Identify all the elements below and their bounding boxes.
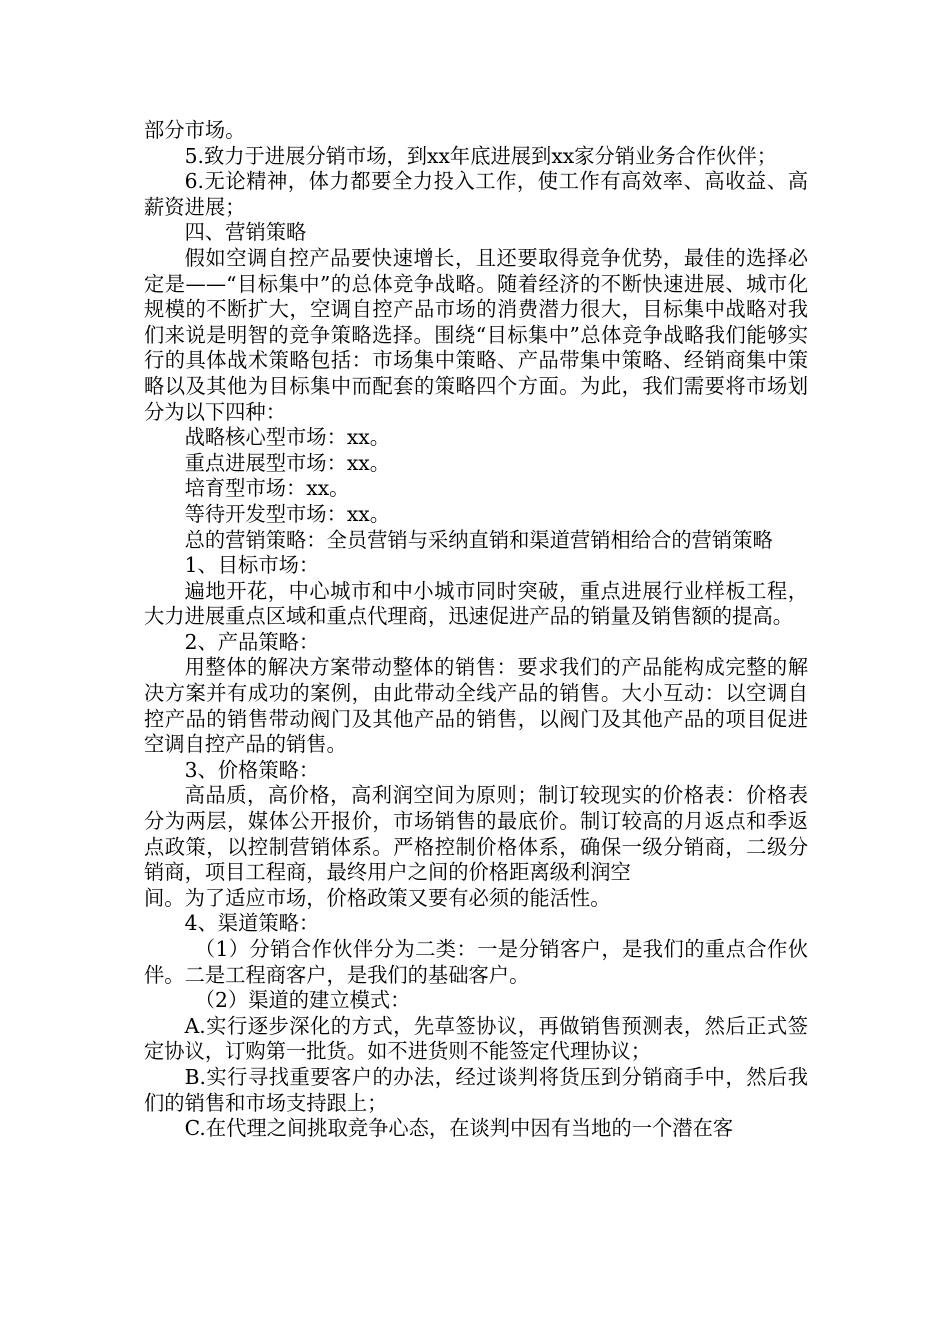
list-item: 重点进展型市场：xx。 <box>184 450 391 475</box>
paragraph: （1）分销合作伙伴分为二类：一是分销客户，是我们的重点合作伙伴。二是工程商客户，是我们的基础客户。 <box>144 937 808 987</box>
subheading: 2、产品策略： <box>184 629 320 654</box>
paragraph: 6.无论精神，体力都要全力投入工作，使工作有高效率、高收益、高薪资进展； <box>144 169 808 219</box>
section-heading: 四、营销策略 <box>184 220 307 245</box>
paragraph: 5.致力于进展分销市场，到xx年底进展到xx家分销业务合作伙伴； <box>184 143 778 168</box>
list-item: 培育型市场：xx。 <box>184 476 350 501</box>
paragraph: B.实行寻找重要客户的办法，经过谈判将货压到分销商手中，然后我们的销售和市场支持跟上； <box>144 1064 808 1115</box>
paragraph: 高品质，高价格，高利润空间为原则；制订较现实的价格表：价格表分为两层，媒体公开报价，市场销售的最底价。制订较高的月返点和季返点政策，以控制营销体系。严格控制价格体系，确保一级分销商，二级分销商，项目工程商，最终用户之间的价格距离级利润空 <box>144 783 808 885</box>
list-item: 等待开发型市场：xx。 <box>184 501 391 526</box>
paragraph: 总的营销策略：全员营销与采纳直销和渠道营销相给合的营销策略 <box>184 527 773 552</box>
paragraph: 部分市场。 <box>144 118 246 142</box>
paragraph: （2）渠道的建立模式： <box>194 988 411 1013</box>
paragraph: 遍地开花，中心城市和中小城市同时突破，重点进展行业样板工程，大力进展重点区域和重点代理商，迅速促进产品的销量及销售额的提高。 <box>144 578 808 629</box>
subheading: 4、渠道策略： <box>184 911 320 936</box>
document-page <box>144 118 808 1142</box>
paragraph: 假如空调自控产品要快速增长，且还要取得竞争优势，最佳的选择必定是——“目标集中”的总体竞争战略。随着经济的不断快速进展、城市化规模的不断扩大，空调自控产品市场的消费潜力很大，目标集中战略对我们来说是明智的竞争策略选择。围绕“目标集中”总体竞争战略我们能够实行的具体战术策略包括：市场集中策略、产品带集中策略、经销商集中策略以及其他为目标集中而配套的策略四个方面。为此，我们需要将市场划分为以下四种： <box>144 245 808 424</box>
paragraph: 用整体的解决方案带动整体的销售：要求我们的产品能构成完整的解决方案并有成功的案例，由此带动全线产品的销售。大小互动：以空调自控产品的销售带动阀门及其他产品的销售，以阀门及其他产品的项目促进空调自控产品的销售。 <box>144 655 808 757</box>
list-item: 战略核心型市场：xx。 <box>184 425 391 450</box>
subheading: 3、价格策略： <box>184 757 320 782</box>
subheading: 1、目标市场： <box>184 553 320 578</box>
paragraph: A.实行逐步深化的方式，先草签协议，再做销售预测表，然后正式签定协议，订购第一批货。如不进货则不能签定代理协议； <box>144 1013 808 1064</box>
paragraph: 间。为了适应市场，价格政策又要有必须的能活性。 <box>144 885 611 910</box>
paragraph: C.在代理之间挑取竞争心态，在谈判中因有当地的一个潜在客 <box>184 1116 734 1141</box>
